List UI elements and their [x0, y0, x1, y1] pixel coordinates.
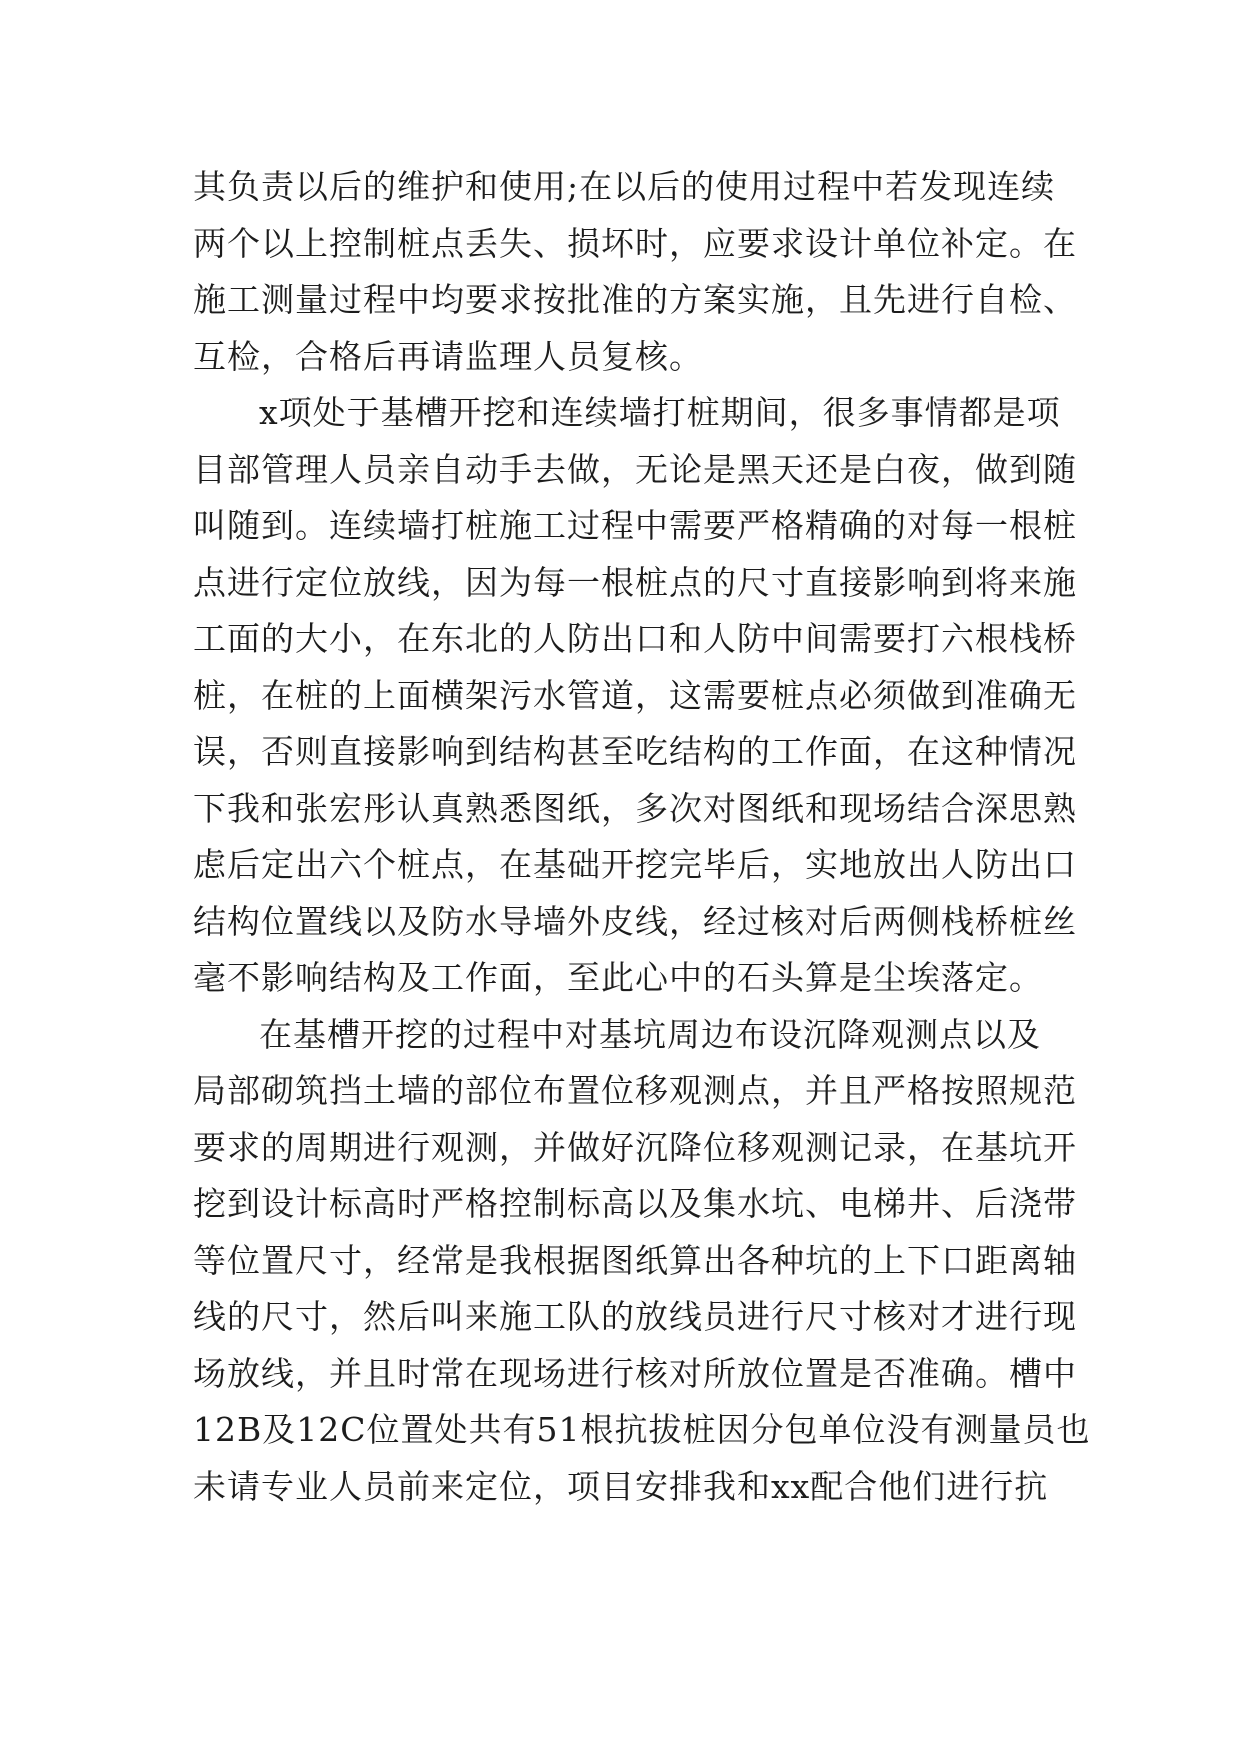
text-line: 工面的大小，在东北的人防出口和人防中间需要打六根栈桥 [193, 619, 1077, 658]
text-line: 毫不影响结构及工作面，至此心中的石头算是尘埃落定。 [193, 958, 1043, 997]
text-line: 下我和张宏彤认真熟悉图纸，多次对图纸和现场结合深思熟 [193, 788, 1077, 828]
text-line: 叫随到。连续墙打桩施工过程中需要严格精确的对每一根桩 [193, 506, 1077, 545]
text-line: 桩，在桩的上面横架污水管道，这需要桩点必须做到准确无 [193, 675, 1077, 715]
paragraph-1 [193, 159, 1077, 385]
paragraph-2 [193, 385, 1077, 1007]
text-line: 等位置尺寸，经常是我根据图纸算出各种坑的上下口距离轴 [193, 1240, 1077, 1280]
text-line: 结构位置线以及防水导墙外皮线，经过核对后两侧栈桥桩丝 [193, 901, 1077, 941]
text-line: 虑后定出六个桩点，在基础开挖完毕后，实地放出人防出口 [193, 845, 1077, 884]
text-line-first: 在基槽开挖的过程中对基坑周边布设沉降观测点以及 [259, 1014, 1041, 1054]
text-line-first: x项处于基槽开挖和连续墙打桩期间，很多事情都是项 [259, 393, 1061, 432]
text-line: 互检，合格后再请监理人员复核。 [193, 336, 703, 376]
text-line: 局部砌筑挡土墙的部位布置位移观测点，并且严格按照规范 [193, 1071, 1077, 1110]
text-line: 施工测量过程中均要求按批准的方案实施，且先进行自检、 [193, 280, 1077, 319]
body-text [193, 159, 1091, 1515]
text-line: 点进行定位放线，因为每一根桩点的尺寸直接影响到将来施 [193, 562, 1077, 602]
paragraph-3 [193, 1007, 1091, 1516]
text-line: 12B及12C位置处共有51根抗拔桩因分包单位没有测量员也 [193, 1410, 1091, 1449]
text-line: 线的尺寸，然后叫来施工队的放线员进行尺寸核对才进行现 [193, 1297, 1077, 1336]
text-line: 两个以上控制桩点丢失、损坏时，应要求设计单位补定。在 [193, 223, 1077, 263]
text-line: 未请专业人员前来定位，项目安排我和xx配合他们进行抗 [193, 1466, 1049, 1506]
text-line: 目部管理人员亲自动手去做，无论是黑天还是白夜，做到随 [193, 449, 1077, 489]
text-line: 其负责以后的维护和使用;在以后的使用过程中若发现连续 [193, 167, 1056, 206]
text-line: 要求的周期进行观测，并做好沉降位移观测记录，在基坑开 [193, 1127, 1077, 1167]
text-line: 误，否则直接影响到结构甚至吃结构的工作面，在这种情况 [193, 732, 1077, 771]
text-line: 场放线，并且时常在现场进行核对所放位置是否准确。槽中 [193, 1353, 1077, 1393]
text-line: 挖到设计标高时严格控制标高以及集水坑、电梯井、后浇带 [193, 1184, 1077, 1223]
